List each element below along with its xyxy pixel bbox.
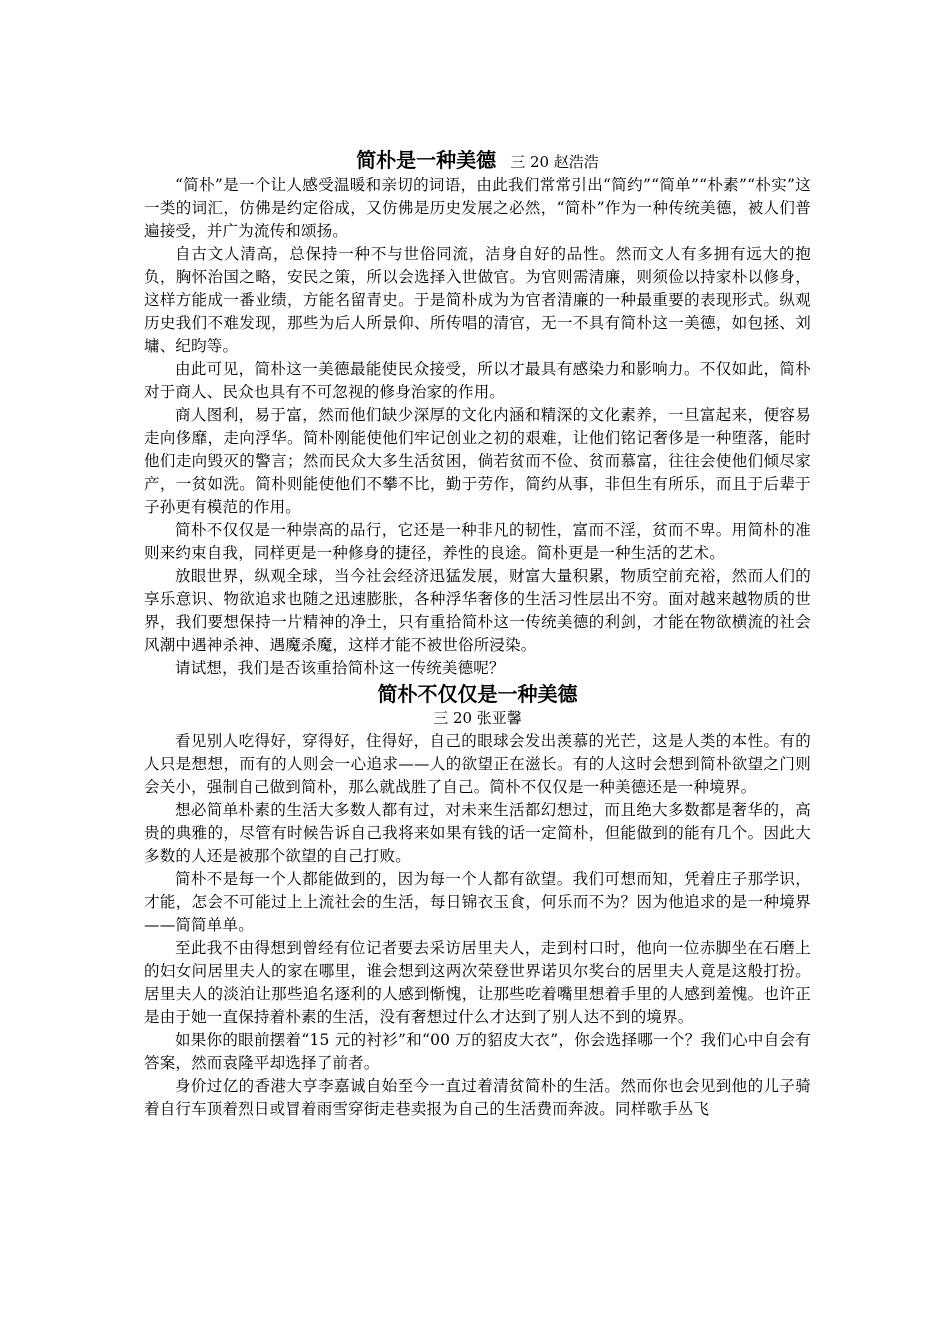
essay-2-body: [144, 730, 811, 1121]
essay-2-paragraph: 如果你的眼前摆着“15 元的衬衫”和“00 万的貂皮大衣”，你会选择哪一个？我们心中自会有答案，然而袁隆平却选择了前者。: [144, 1031, 811, 1072]
essay-1-author: 三 20 赵浩浩: [510, 153, 599, 171]
essay-1-paragraph: 放眼世界，纵观全球，当今社会经济迅猛发展，财富大量积累，物质空前充裕，然而人们的享乐意识、物欲追求也随之迅速膨胀，各种浮华奢侈的生活习性层出不穷。面对越来越物质的世界，我们要想保持一片精神的净土，只有重拾简朴这一传统美德的利剑，才能在物欲横流的社会风潮中遇神杀神、遇魔杀魔，这样才能不被世俗所浸染。: [144, 567, 811, 654]
essay-1-heading: [144, 146, 811, 174]
essay-1-paragraph: 简朴不仅仅是一种崇高的品行，它还是一种非凡的韧性，富而不淫，贫而不卑。用简朴的准则来约束自我，同样更是一种修身的捷径，养性的良途。简朴更是一种生活的艺术。: [144, 521, 811, 562]
essay-1-paragraph: 商人图利，易于富，然而他们缺少深厚的文化内涵和精深的文化素养，一旦富起来，便容易走向侈靡，走向浮华。简朴刚能使他们牢记创业之初的艰难，让他们铭记奢侈是一种堕落，能时他们走向毁灭的警言；然而民众大多生活贫困，倘若贫而不俭、贫而慕富，往往会使他们倾尽家产，一贫如洗。简朴则能使他们不攀不比，勤于劳作，简约从事，非但生有所乐，而且于后辈于子孙更有模范的作用。: [144, 406, 811, 516]
essay-2-title: 简朴不仅仅是一种美德: [377, 682, 578, 706]
essay-2-heading: [144, 680, 811, 708]
document-page: [144, 146, 811, 1121]
essay-2-paragraph: 身价过亿的香港大亨李嘉诚自始至今一直过着清贫简朴的生活。然而你也会见到他的儿子骑着自行车顶着烈日或冒着雨雪穿街走巷卖报为自己的生活费而奔波。同样歌手丛飞: [144, 1077, 811, 1118]
essay-2-paragraph: 至此我不由得想到曾经有位记者要去采访居里夫人，走到村口时，他向一位赤脚坐在石磨上的妇女问居里夫人的家在哪里，谁会想到这两次荣登世界诺贝尔奖台的居里夫人竟是这般打扮。居里夫人的淡泊让那些追名逐利的人感到惭愧，让那些吃着嘴里想着手里的人感到羞愧。也许正是由于她一直保持着朴素的生活，没有奢想过什么才达到了别人达不到的境界。: [144, 939, 811, 1026]
essay-1-paragraph: 自古文人清高，总保持一种不与世俗同流，洁身自好的品性。然而文人有多拥有远大的抱负，胸怀治国之略，安民之策，所以会选择入世做官。为官则需清廉，则须俭以持家朴以修身，这样方能成一番业绩，方能名留青史。于是简朴成为为官者清廉的一种最重要的表现形式。纵观历史我们不难发现，那些为后人所景仰、所传唱的清官，无一不具有简朴这一美德，如包拯、刘墉、纪昀等。: [144, 245, 811, 355]
essay-2-paragraph: 看见别人吃得好，穿得好，住得好，自己的眼球会发出羡慕的光芒，这是人类的本性。有的人只是想想，而有的人则会一心追求——人的欲望正在滋长。有的人这时会想到简朴欲望之门则会关小，强制自己做到简朴，那么就战胜了自己。简朴不仅仅是一种美德还是一种境界。: [144, 732, 811, 796]
essay-2-paragraph: 简朴不是每一个人都能做到的，因为每一个人都有欲望。我们可想而知，凭着庄子那学识，才能，怎会不可能过上上流社会的生活，每日锦衣玉食，何乐而不为？因为他追求的是一种境界——简简单单。: [144, 870, 811, 934]
essay-1-paragraph: 由此可见，简朴这一美德最能使民众接受，所以才最具有感染力和影响力。不仅如此，简朴对于商人、民众也具有不可忽视的修身治家的作用。: [144, 360, 811, 401]
essay-1-paragraph: 请试想，我们是否该重拾简朴这一传统美德呢？: [175, 659, 505, 677]
essay-2-paragraph: 想必简单朴素的生活大多数人都有过，对未来生活都幻想过，而且绝大多数都是奢华的，高贵的典雅的，尽管有时候告诉自己我将来如果有钱的话一定简朴，但能做到的能有几个。因此大多数的人还是被那个欲望的自己打败。: [144, 801, 811, 865]
essay-2-author: 三 20 张亚馨: [433, 709, 522, 727]
essay-1-body: [144, 174, 811, 680]
essay-1-paragraph: “简朴”是一个让人感受温暖和亲切的词语，由此我们常常引出“简约”“简单”“朴素”“朴实”这一类的词汇，仿佛是约定俗成，又仿佛是历史发展之必然，“简朴”作为一种传统美德，被人们普遍接受，并广为流传和颂扬。: [144, 176, 811, 240]
essay-1-title: 简朴是一种美德: [356, 148, 497, 172]
